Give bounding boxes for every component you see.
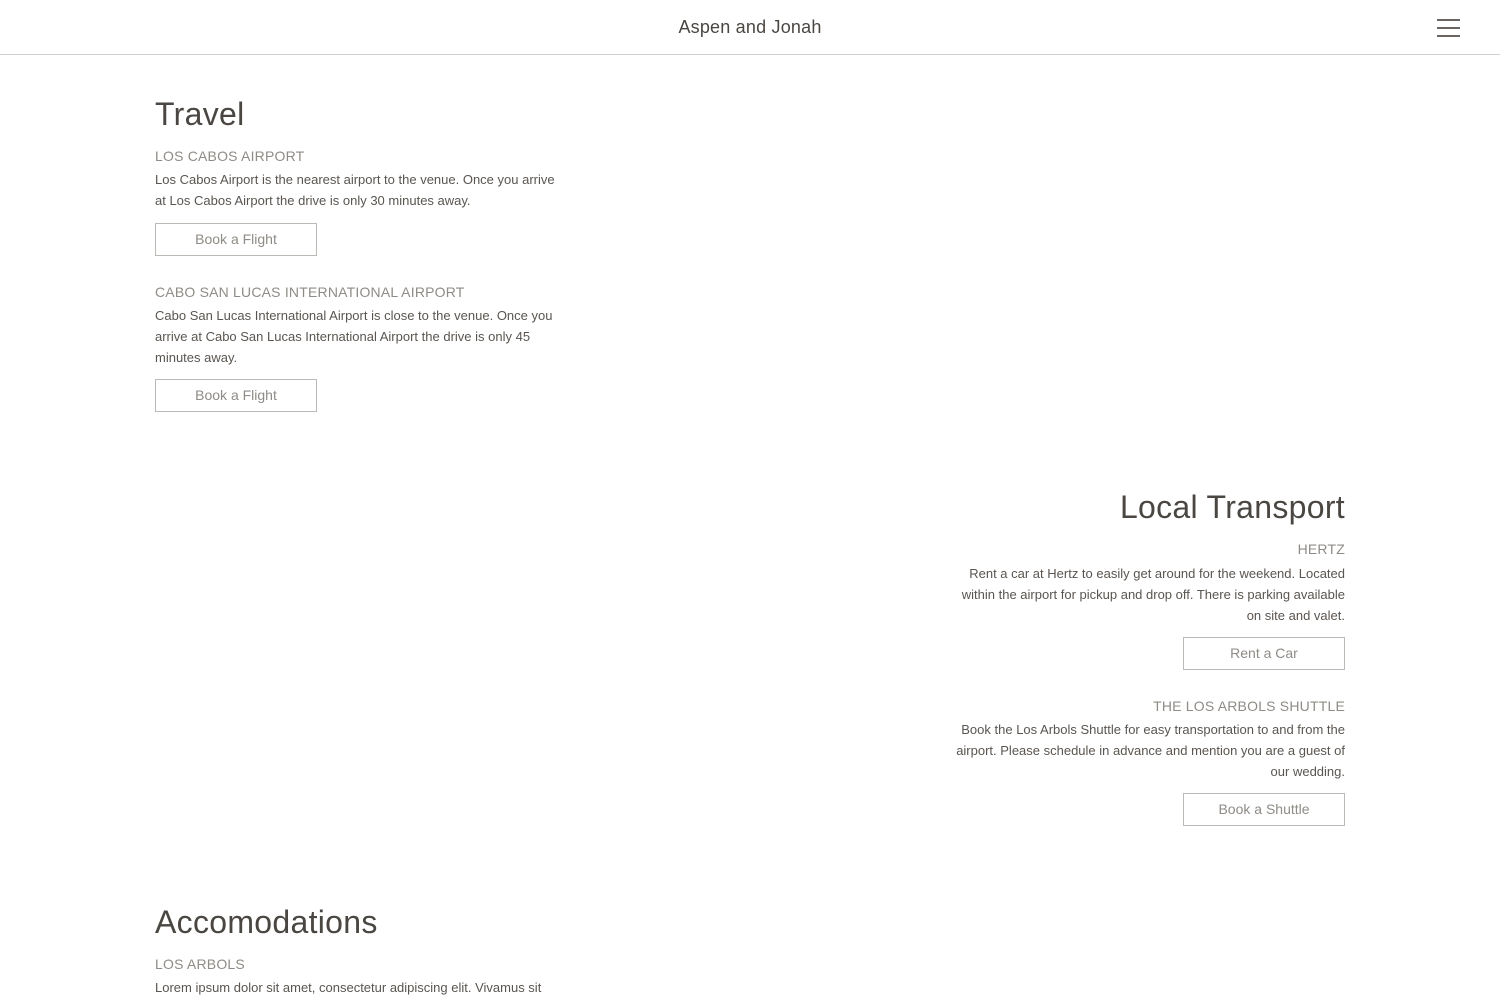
rent-car-button[interactable]: Rent a Car [1183, 637, 1345, 670]
travel-item-los-cabos [155, 147, 555, 256]
item-title: CABO SAN LUCAS INTERNATIONAL AIRPORT [155, 284, 465, 300]
transport-item-hertz [945, 540, 1345, 670]
item-title: THE LOS ARBOLS SHUTTLE [1153, 698, 1345, 714]
hamburger-menu-icon[interactable] [1437, 18, 1461, 38]
item-title: LOS CABOS AIRPORT [155, 148, 305, 164]
item-description: Book the Los Arbols Shuttle for easy transportation to and from the airport. Please schedule in advance and mention you are a guest of our wedding. [956, 722, 1345, 779]
book-flight-button[interactable]: Book a Flight [155, 379, 317, 412]
book-flight-button[interactable]: Book a Flight [155, 223, 317, 256]
item-description: Cabo San Lucas International Airport is close to the venue. Once you arrive at Cabo San Lucas International Airport the drive is only 45 minutes away. [155, 308, 553, 365]
book-shuttle-button[interactable]: Book a Shuttle [1183, 793, 1345, 826]
accommodations-section [155, 904, 555, 940]
site-title[interactable]: Aspen and Jonah [678, 17, 822, 37]
transport-item-shuttle [945, 697, 1345, 826]
section-title-travel: Travel [155, 96, 245, 132]
section-title-accommodations: Accomodations [155, 904, 378, 940]
local-transport-section [945, 489, 1345, 525]
item-description: Los Cabos Airport is the nearest airport to the venue. Once you arrive at Los Cabos Airport the drive is only 30 minutes away. [155, 172, 555, 208]
section-title-local-transport: Local Transport [1119, 489, 1345, 525]
item-title: LOS ARBOLS [155, 956, 245, 972]
item-description: Rent a car at Hertz to easily get around for the weekend. Located within the airport for pickup and drop off. There is parking available on site and valet. [961, 566, 1345, 623]
travel-item-cabo-san-lucas [155, 283, 555, 412]
item-description: Lorem ipsum dolor sit amet, consectetur adipiscing elit. Vivamus sit [155, 980, 542, 995]
item-title: HERTZ [1297, 541, 1345, 557]
travel-section [155, 96, 555, 132]
accommodation-item-los-arbols [155, 955, 565, 998]
top-navigation-bar [0, 0, 1500, 55]
